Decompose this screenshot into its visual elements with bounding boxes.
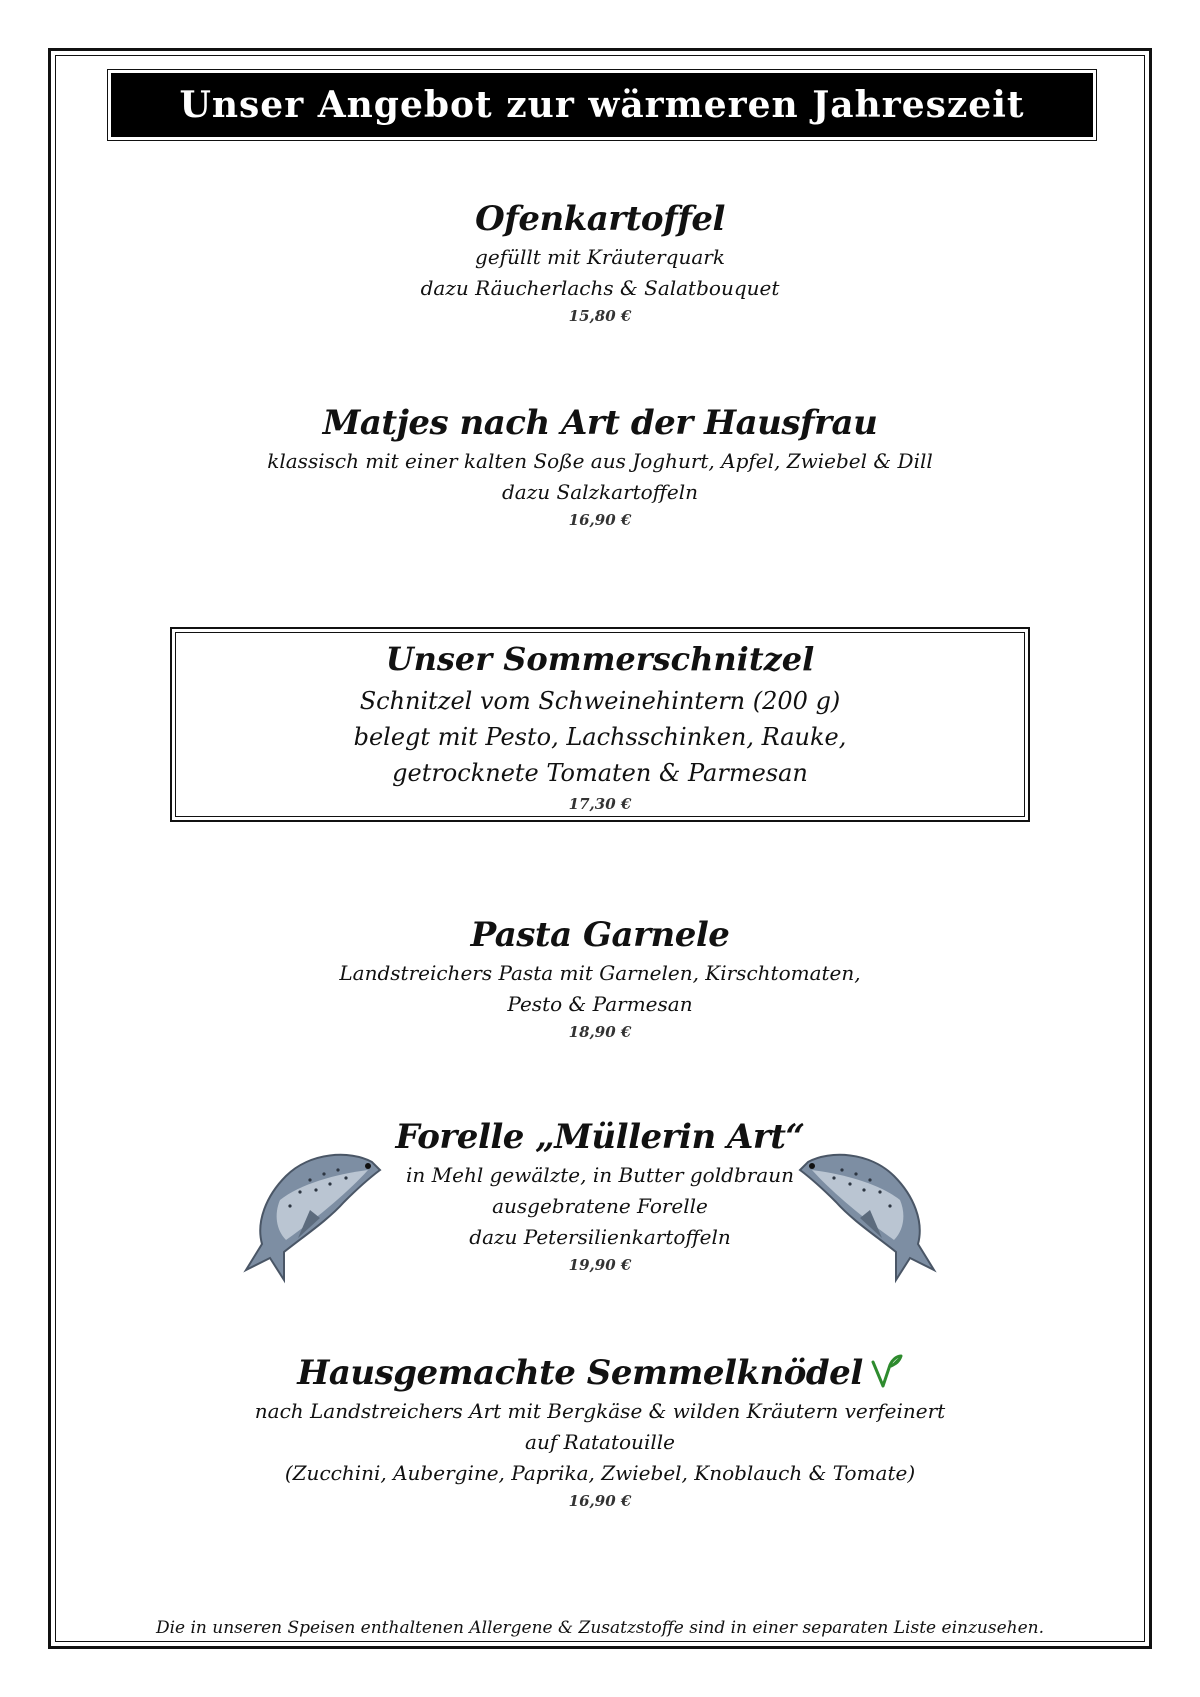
menu-item-desc: (Zucchini, Aubergine, Paprika, Zwiebel, Knoblauch & Tomate) xyxy=(284,1461,916,1485)
menu-item-desc: Pesto & Parmesan xyxy=(507,992,693,1016)
menu-item-title: Ofenkartoffel xyxy=(475,199,725,239)
menu-item-title: Pasta Garnele xyxy=(470,915,730,955)
menu-item-title: Unser Sommerschnitzel xyxy=(385,640,815,678)
vegetarian-leaf-icon xyxy=(869,1352,903,1390)
menu-item-desc: in Mehl gewälzte, in Butter goldbraun xyxy=(406,1163,794,1187)
menu-item-price: 18,90 € xyxy=(568,1023,632,1041)
menu-item-desc: dazu Räucherlachs & Salatbouquet xyxy=(420,276,780,300)
menu-item-title-text: Hausgemachte Semmelknödel xyxy=(297,1353,863,1393)
menu-item-sommerschnitzel xyxy=(175,632,1025,817)
menu-item-desc: belegt mit Pesto, Lachsschinken, Rauke, xyxy=(353,723,847,751)
menu-item-desc: ausgebratene Forelle xyxy=(492,1194,708,1218)
menu-item-desc: auf Ratatouille xyxy=(525,1430,675,1454)
trout-fish-icon xyxy=(790,1140,940,1285)
menu-item-matjes xyxy=(55,400,1145,532)
menu-item-desc: dazu Salzkartoffeln xyxy=(501,480,699,504)
menu-item-title xyxy=(55,1350,1145,1396)
menu-item-title: Forelle „Müllerin Art“ xyxy=(395,1117,805,1157)
menu-item-desc: dazu Petersilienkartoffeln xyxy=(469,1225,731,1249)
menu-item-forelle xyxy=(55,1114,1145,1277)
menu-item-desc: gefüllt mit Kräuterquark xyxy=(475,245,725,269)
featured-item-box xyxy=(170,627,1030,822)
menu-item-price: 17,30 € xyxy=(568,795,632,813)
menu-item-desc: klassisch mit einer kalten Soße aus Joghurt, Apfel, Zwiebel & Dill xyxy=(267,449,933,473)
menu-item-price: 19,90 € xyxy=(568,1256,632,1274)
menu-item-desc: getrocknete Tomaten & Parmesan xyxy=(392,759,808,787)
header-banner xyxy=(107,69,1097,141)
menu-item-desc: nach Landstreichers Art mit Bergkäse & wilden Kräutern verfeinert xyxy=(254,1399,946,1423)
menu-item-desc: Schnitzel vom Schweinehintern (200 g) xyxy=(359,687,841,715)
header-background xyxy=(111,73,1093,137)
menu-item-price: 15,80 € xyxy=(568,307,632,325)
menu-item-semmelknoedel xyxy=(55,1350,1145,1513)
menu-item-price: 16,90 € xyxy=(568,1492,632,1510)
menu-item-price: 16,90 € xyxy=(568,511,632,529)
menu-item-ofenkartoffel xyxy=(55,196,1145,328)
page-title: Unser Angebot zur wärmeren Jahreszeit xyxy=(179,84,1025,126)
menu-item-title: Matjes nach Art der Hausfrau xyxy=(322,403,878,443)
trout-fish-icon xyxy=(240,1140,390,1285)
menu-item-desc: Landstreichers Pasta mit Garnelen, Kirschtomaten, xyxy=(339,961,861,985)
allergen-note: Die in unseren Speisen enthaltenen Allergene & Zusatzstoffe sind in einer separaten Liste einzusehen. xyxy=(155,1618,1045,1638)
menu-item-pasta-garnele xyxy=(55,912,1145,1044)
